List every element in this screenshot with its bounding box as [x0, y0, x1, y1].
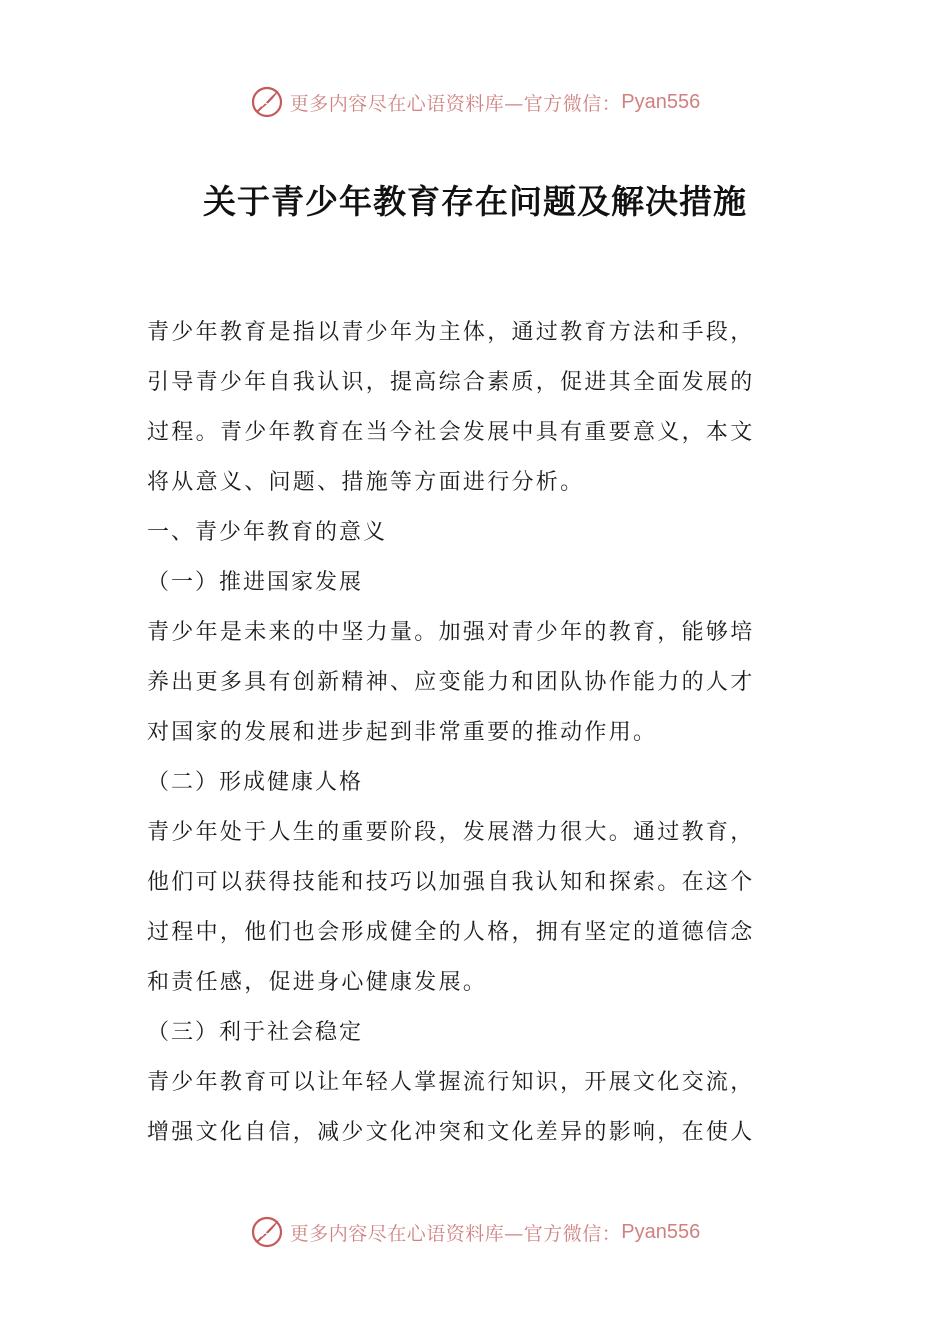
section-heading: 一、青少年教育的意义 [147, 520, 388, 545]
body-line: 他们可以获得技能和技巧以加强自我认知和探索。在这个 [147, 870, 755, 895]
body-line: 过程。青少年教育在当今社会发展中具有重要意义，本文 [147, 420, 755, 445]
body-line: 对国家的发展和进步起到非常重要的推动作用。 [147, 720, 658, 745]
body-line: 青少年是未来的中坚力量。加强对青少年的教育，能够培 [147, 620, 755, 645]
watermark-banner-bottom [0, 1212, 950, 1252]
document-title: 关于青少年教育存在问题及解决措施 [203, 182, 747, 221]
wechat-id: Pyan556 [621, 90, 701, 113]
body-line: 引导青少年自我认识，提高综合素质，促进其全面发展的 [147, 370, 755, 395]
document-body [147, 308, 813, 1158]
watermark-banner-top [0, 82, 950, 122]
body-line: 养出更多具有创新精神、应变能力和团队协作能力的人才 [147, 670, 755, 695]
quill-logo-icon [250, 85, 284, 119]
body-line: 青少年教育可以让年轻人掌握流行知识，开展文化交流， [147, 1070, 755, 1095]
body-line: 青少年教育是指以青少年为主体，通过教育方法和手段， [147, 320, 755, 345]
quill-logo-icon [250, 1215, 284, 1249]
body-line: 青少年处于人生的重要阶段，发展潜力很大。通过教育， [147, 820, 755, 845]
body-line: 过程中，他们也会形成健全的人格，拥有坚定的道德信念 [147, 920, 755, 945]
subsection-heading: （二）形成健康人格 [147, 770, 364, 795]
body-line: 增强文化自信，减少文化冲突和文化差异的影响，在使人 [147, 1120, 755, 1145]
watermark-text: 更多内容尽在心语资料库—官方微信： [289, 92, 622, 115]
subsection-heading: （一）推进国家发展 [147, 570, 364, 595]
watermark-text: 更多内容尽在心语资料库—官方微信： [289, 1222, 622, 1245]
body-line: 将从意义、问题、措施等方面进行分析。 [147, 470, 585, 495]
subsection-heading: （三）利于社会稳定 [147, 1020, 364, 1045]
wechat-id: Pyan556 [621, 1220, 701, 1243]
body-line: 和责任感，促进身心健康发展。 [147, 970, 488, 995]
